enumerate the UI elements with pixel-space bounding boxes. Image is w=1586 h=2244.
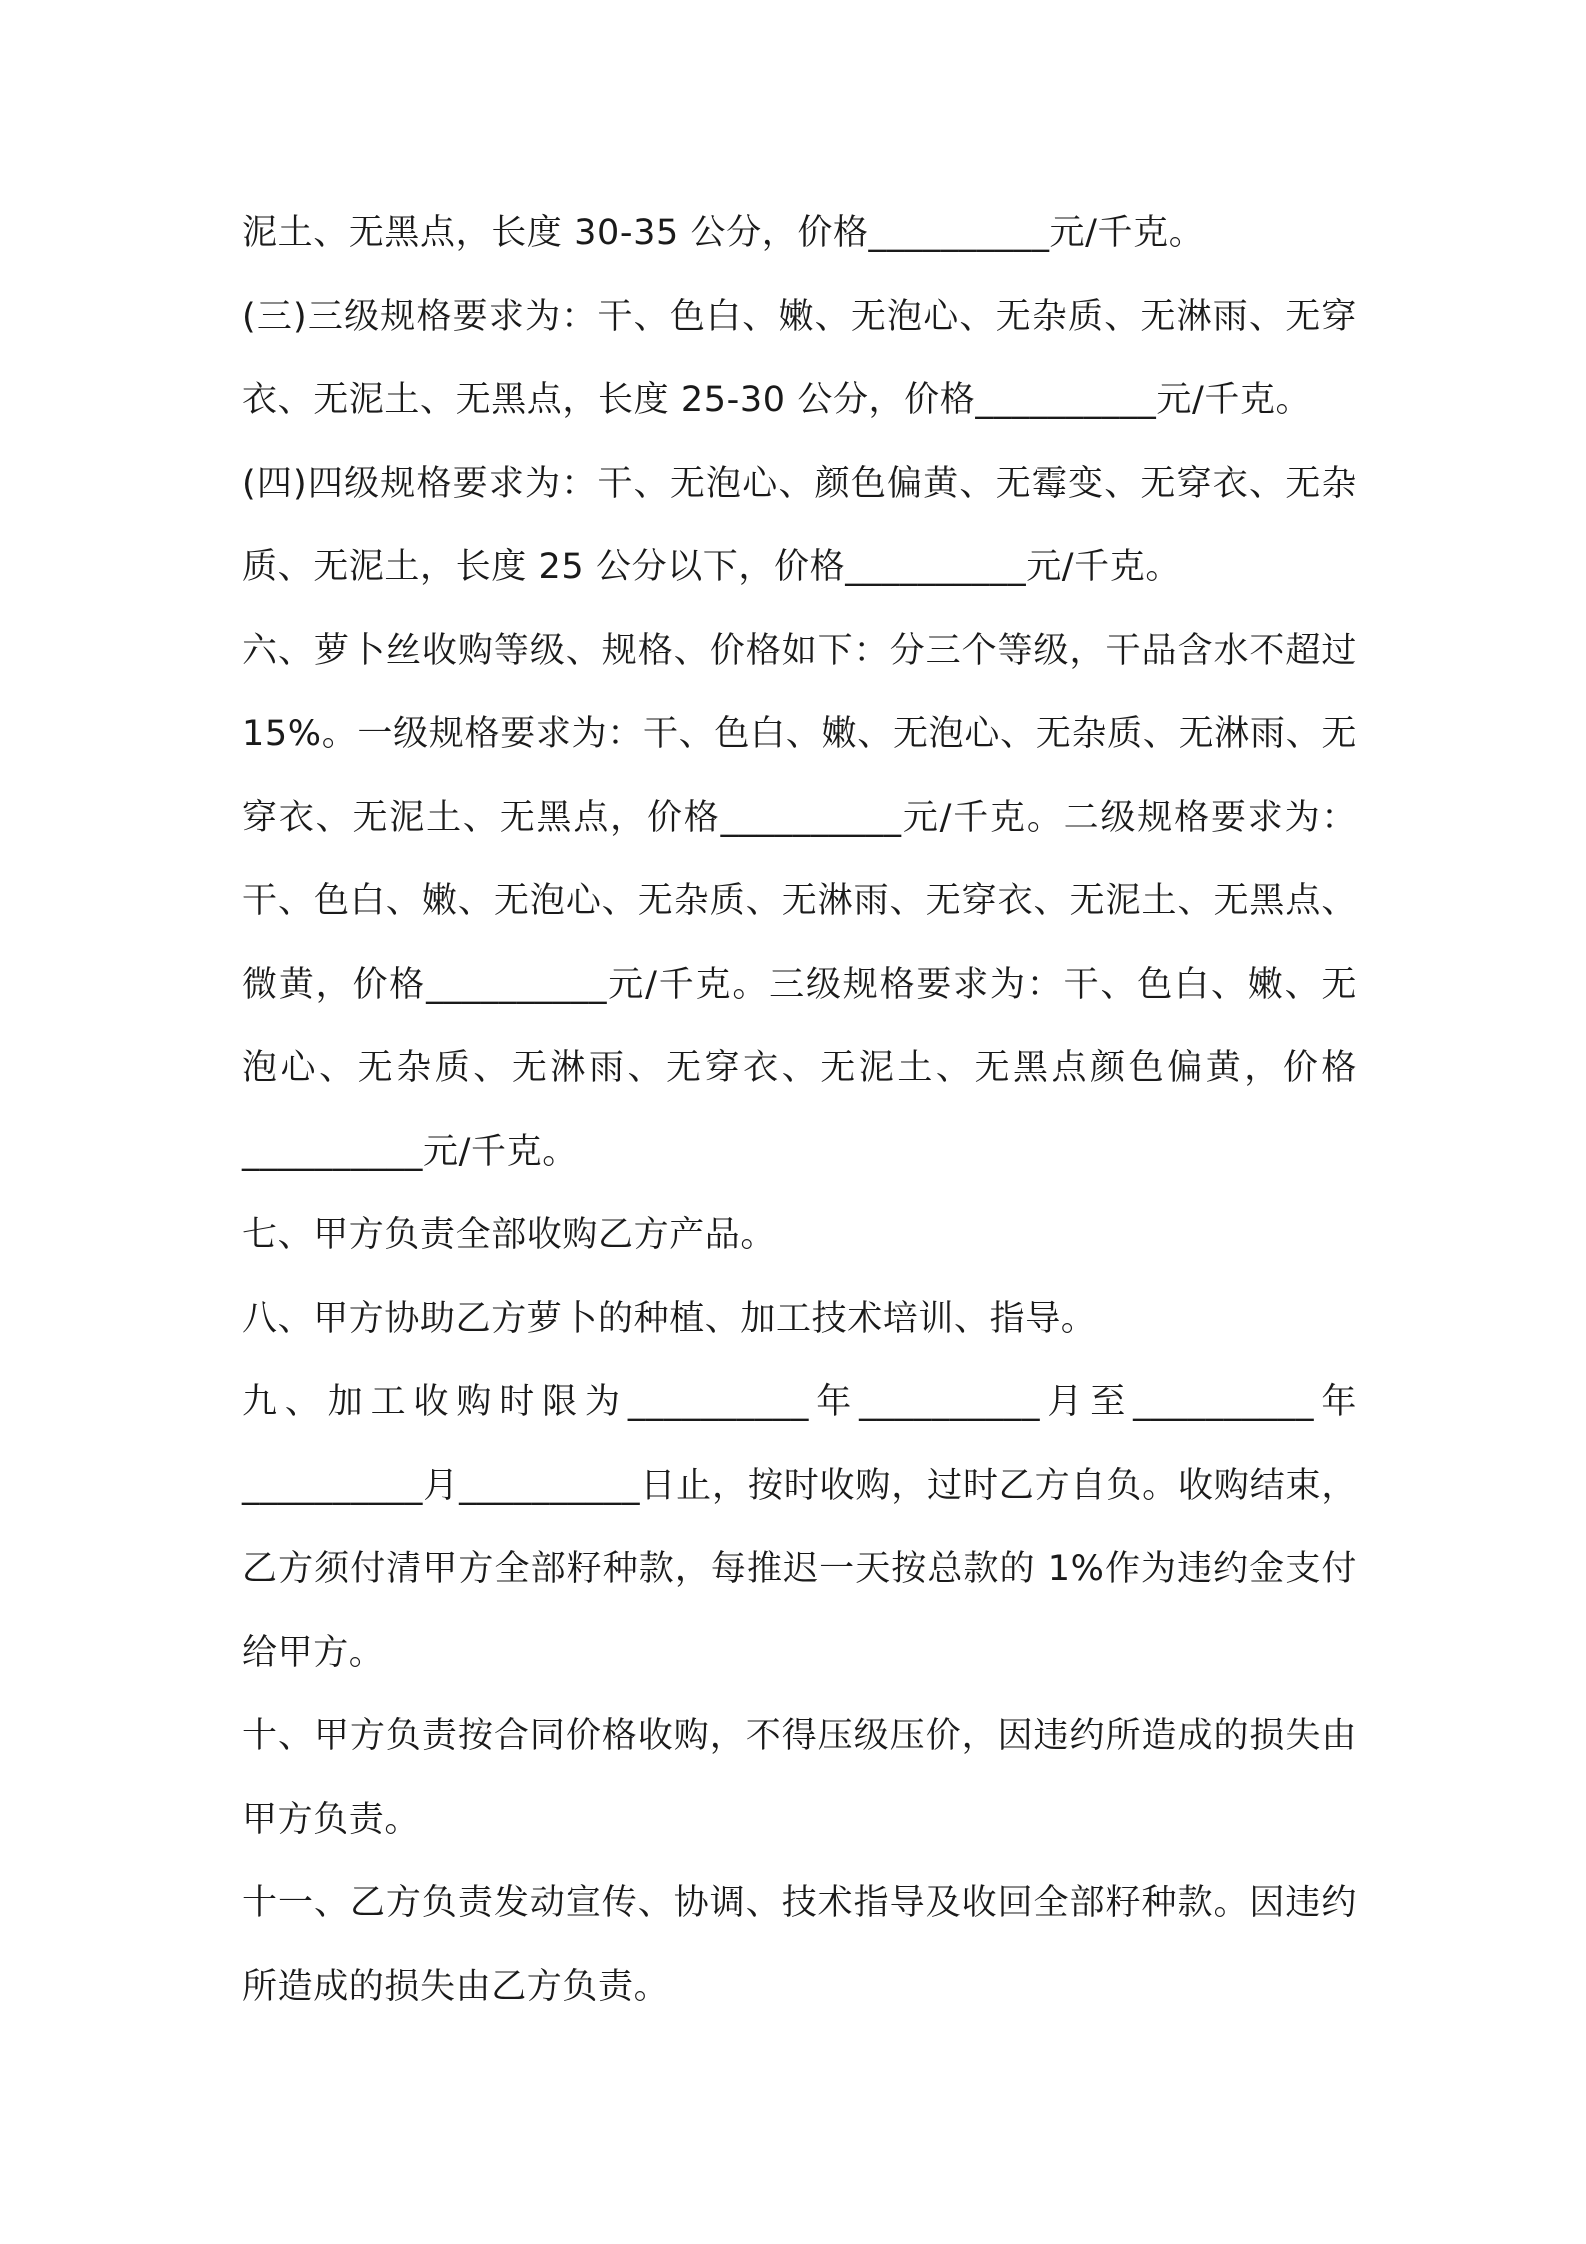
paragraph-clause-ten: 十、甲方负责按合同价格收购，不得压级压价，因违约所造成的损失由甲方负责。 [242,1716,1357,1840]
document-body [242,192,1357,2029]
paragraph-grade-two-continued: 泥土、无黑点，长度 30-35 公分，价格__________元/千克。 [242,213,1205,253]
paragraph-clause-seven: 七、甲方负责全部收购乙方产品。 [242,1215,777,1255]
paragraph-clause-nine: 九、加工收购时限为__________年__________月至__________年__________月__________日止，按时收购，过时乙方自负。收购结束，乙方须付清甲方全部籽种款，每推迟一天按总款的 1%作为违约金支付给甲方。 [242,1382,1357,1673]
paragraph-grade-four-spec: (四)四级规格要求为：干、无泡心、颜色偏黄、无霉变、无穿衣、无杂质、无泥土，长度 25 公分以下，价格__________元/千克。 [242,463,1357,587]
paragraph-clause-eight: 八、甲方协助乙方萝卜的种植、加工技术培训、指导。 [242,1298,1097,1339]
paragraph-clause-eleven: 十一、乙方负责发动宣传、协调、技术指导及收回全部籽种款。因违约所造成的损失由乙方负责。 [242,1883,1357,2007]
paragraph-grade-three-spec: (三)三级规格要求为：干、色白、嫩、无泡心、无杂质、无淋雨、无穿衣、无泥土、无黑点，长度 25-30 公分，价格__________元/千克。 [242,296,1357,420]
paragraph-clause-six: 六、萝卜丝收购等级、规格、价格如下：分三个等级，干品含水不超过 15%。一级规格要求为：干、色白、嫩、无泡心、无杂质、无淋雨、无穿衣、无泥土、无黑点，价格__________元/千克。二级规格要求为：干、色白、嫩、无泡心、无杂质、无淋雨、无穿衣、无泥土、无黑点、微黄，价格__________元/千克。三级规格要求为：干、色白、嫩、无泡心、无杂质、无淋雨、无穿衣、无泥土、无黑点颜色偏黄，价格__________元/千克。 [242,630,1357,1172]
